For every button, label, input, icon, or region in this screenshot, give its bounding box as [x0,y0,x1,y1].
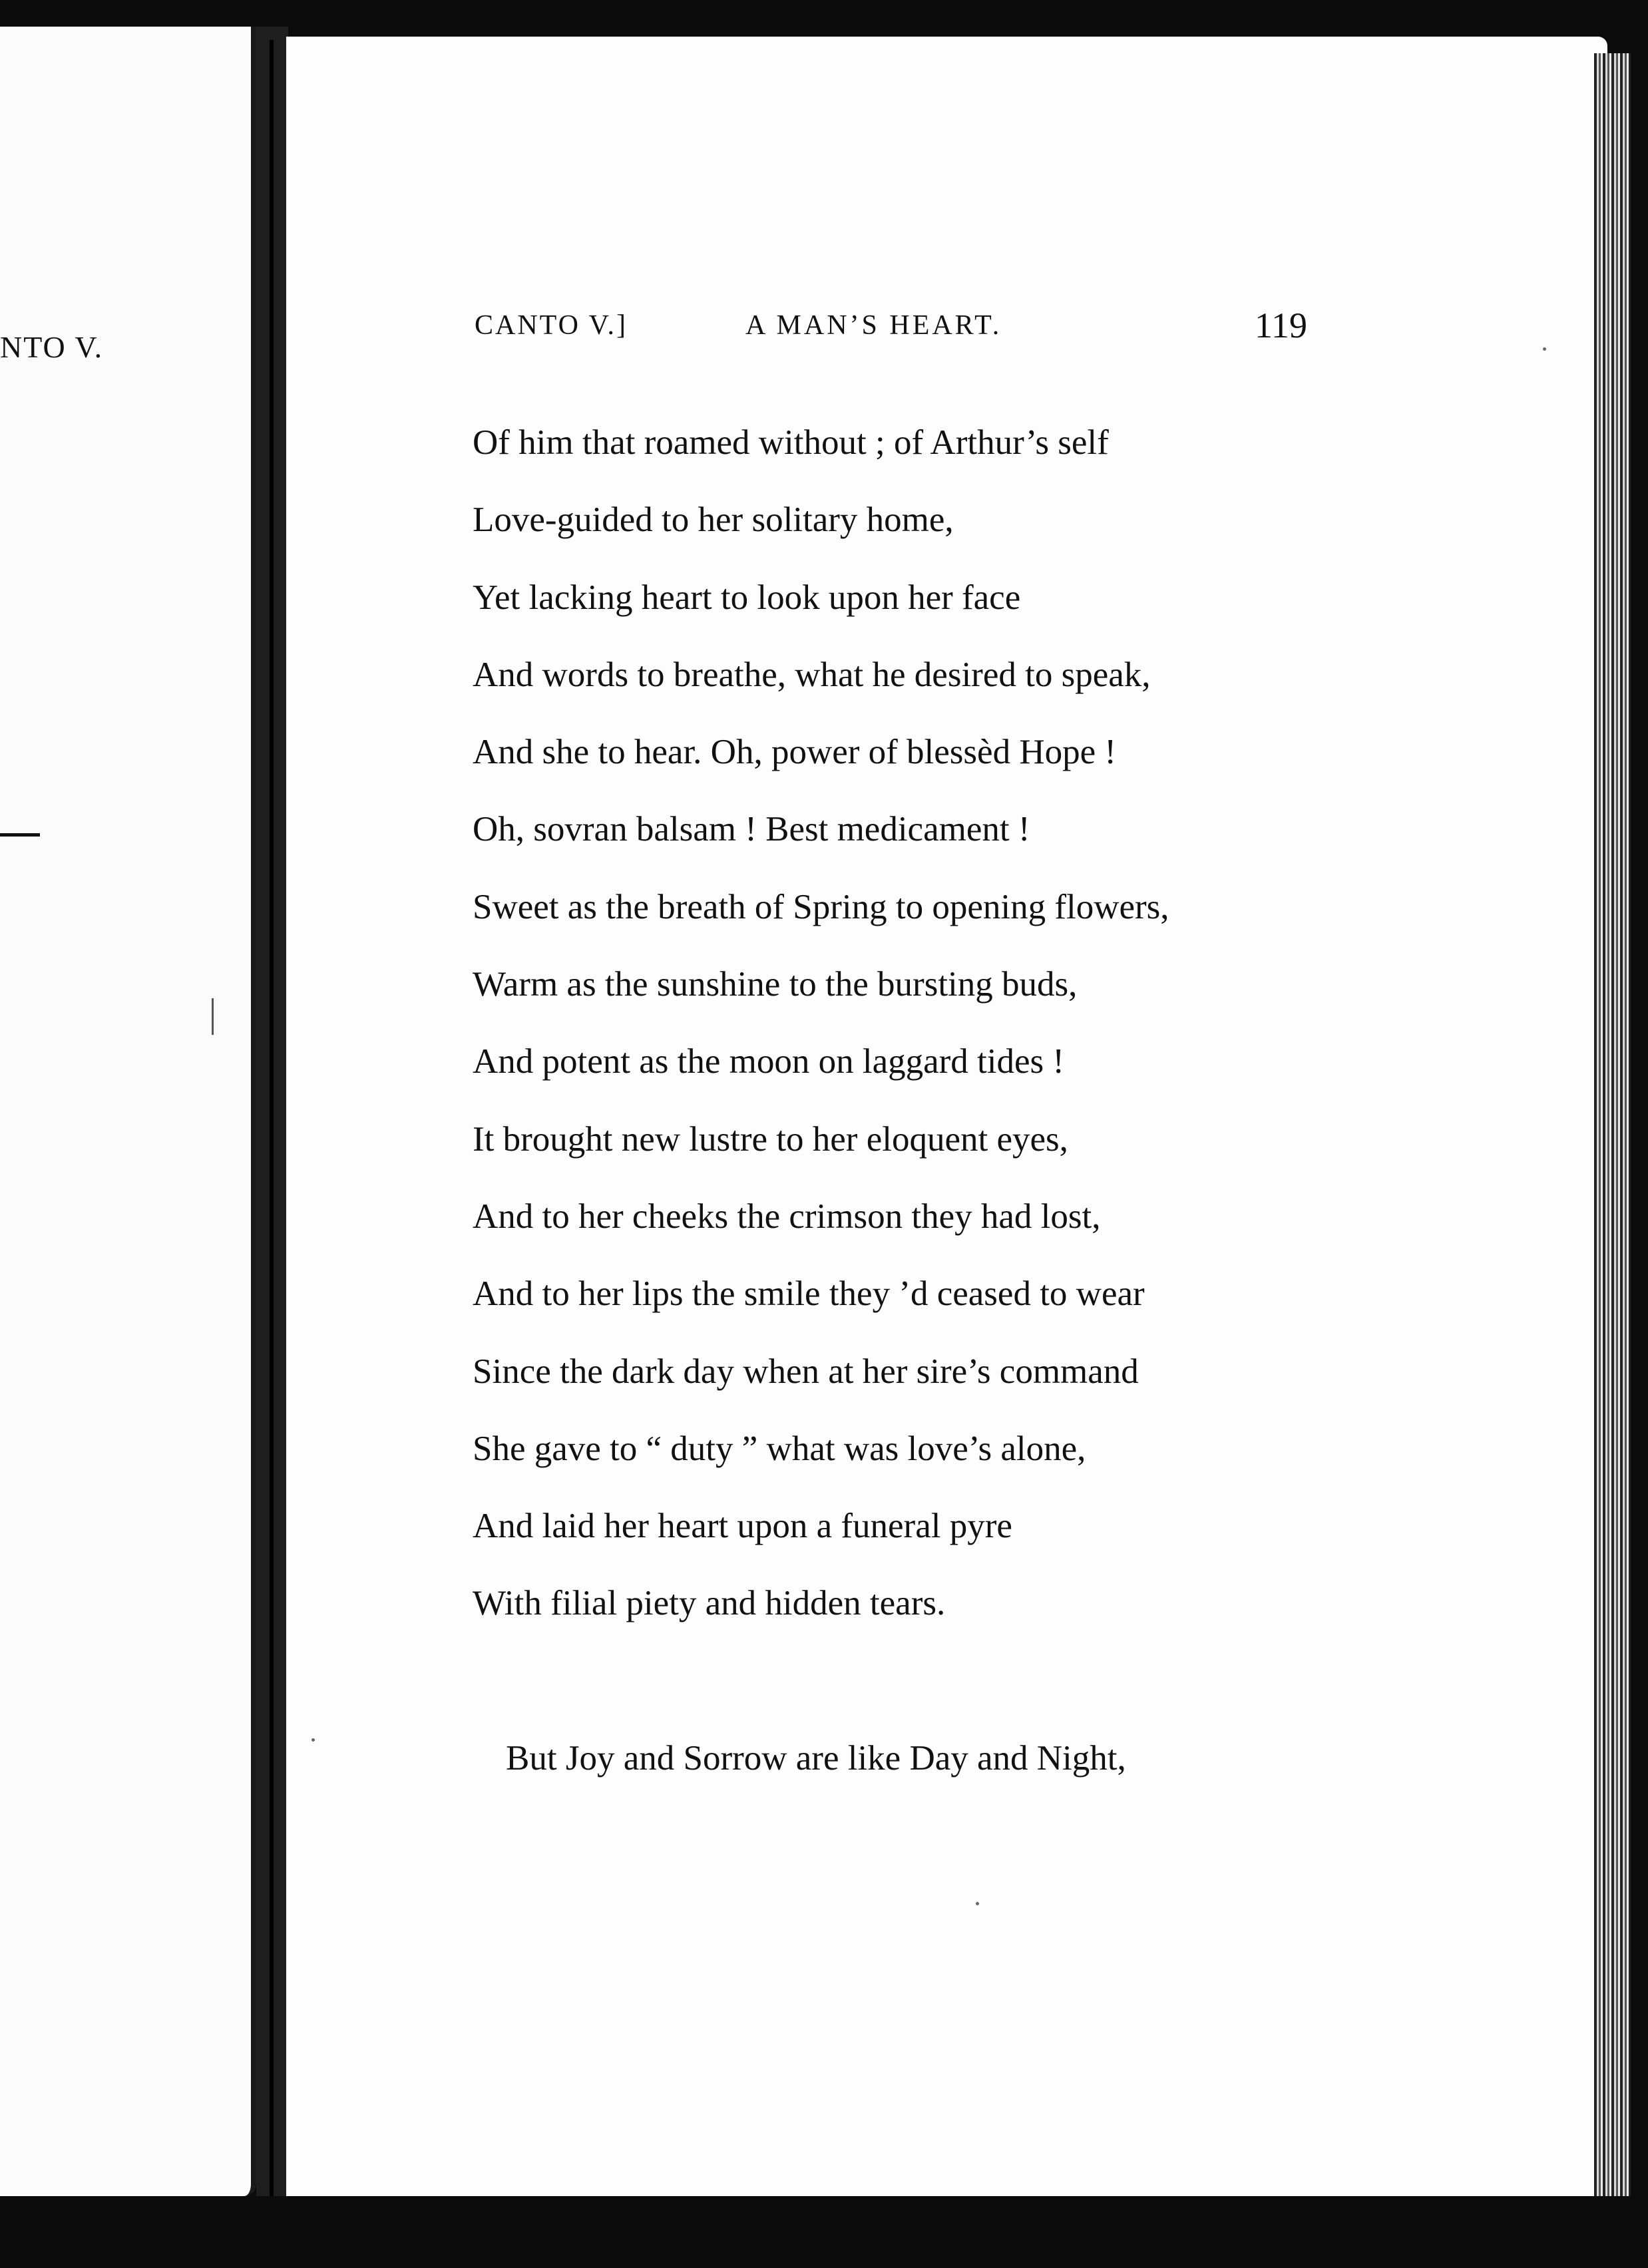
poem-line: Since the dark day when at her sire’s command [473,1352,1139,1391]
left-page-dash [0,833,40,837]
poem-line: Yet lacking heart to look upon her face [473,578,1021,617]
right-border-shadow [1631,0,1648,2268]
paper-speck [1543,347,1546,351]
poem-line: Warm as the sunshine to the bursting buds, [473,965,1078,1004]
poem-line: And to her cheeks the crimson they had lost, [473,1197,1101,1236]
poem-line: With filial piety and hidden tears. [473,1584,946,1623]
poem-line: Oh, sovran balsam ! Best medicament ! [473,810,1030,849]
running-head-title: A MAN’S HEART. [745,310,1002,341]
running-head-canto: CANTO V.] [475,310,628,341]
gutter-shadow-line [270,40,274,2223]
left-running-head-fragment: NTO V. [0,330,104,364]
left-page-mark [212,998,214,1035]
poem-stanza [473,423,1169,1661]
page-edges [1594,53,1631,2229]
poem-line: Sweet as the breath of Spring to opening flowers, [473,887,1169,926]
poem-line: And laid her heart upon a funeral pyre [473,1507,1012,1546]
poem-line: And words to breathe, what he desired to speak, [473,655,1151,694]
bottom-border-shadow [240,2196,1648,2268]
poem-line: Of him that roamed without ; of Arthur’s self [473,423,1109,462]
paper-speck [976,1902,979,1905]
poem-line: And she to hear. Oh, power of blessèd Hope ! [473,733,1117,772]
poem-line: And to her lips the smile they ’d ceased to wear [473,1274,1145,1314]
next-stanza-line: But Joy and Sorrow are like Day and Night, [506,1739,1126,1778]
paper-speck [311,1738,315,1742]
poem-line: She gave to “ duty ” what was love’s alone, [473,1429,1086,1468]
page-number: 119 [1255,305,1307,345]
poem-line: It brought new lustre to her eloquent eyes, [473,1119,1068,1159]
poem-line: And potent as the moon on laggard tides ! [473,1042,1065,1081]
left-facing-page [0,27,256,2196]
poem-line: Love-guided to her solitary home, [473,500,954,540]
